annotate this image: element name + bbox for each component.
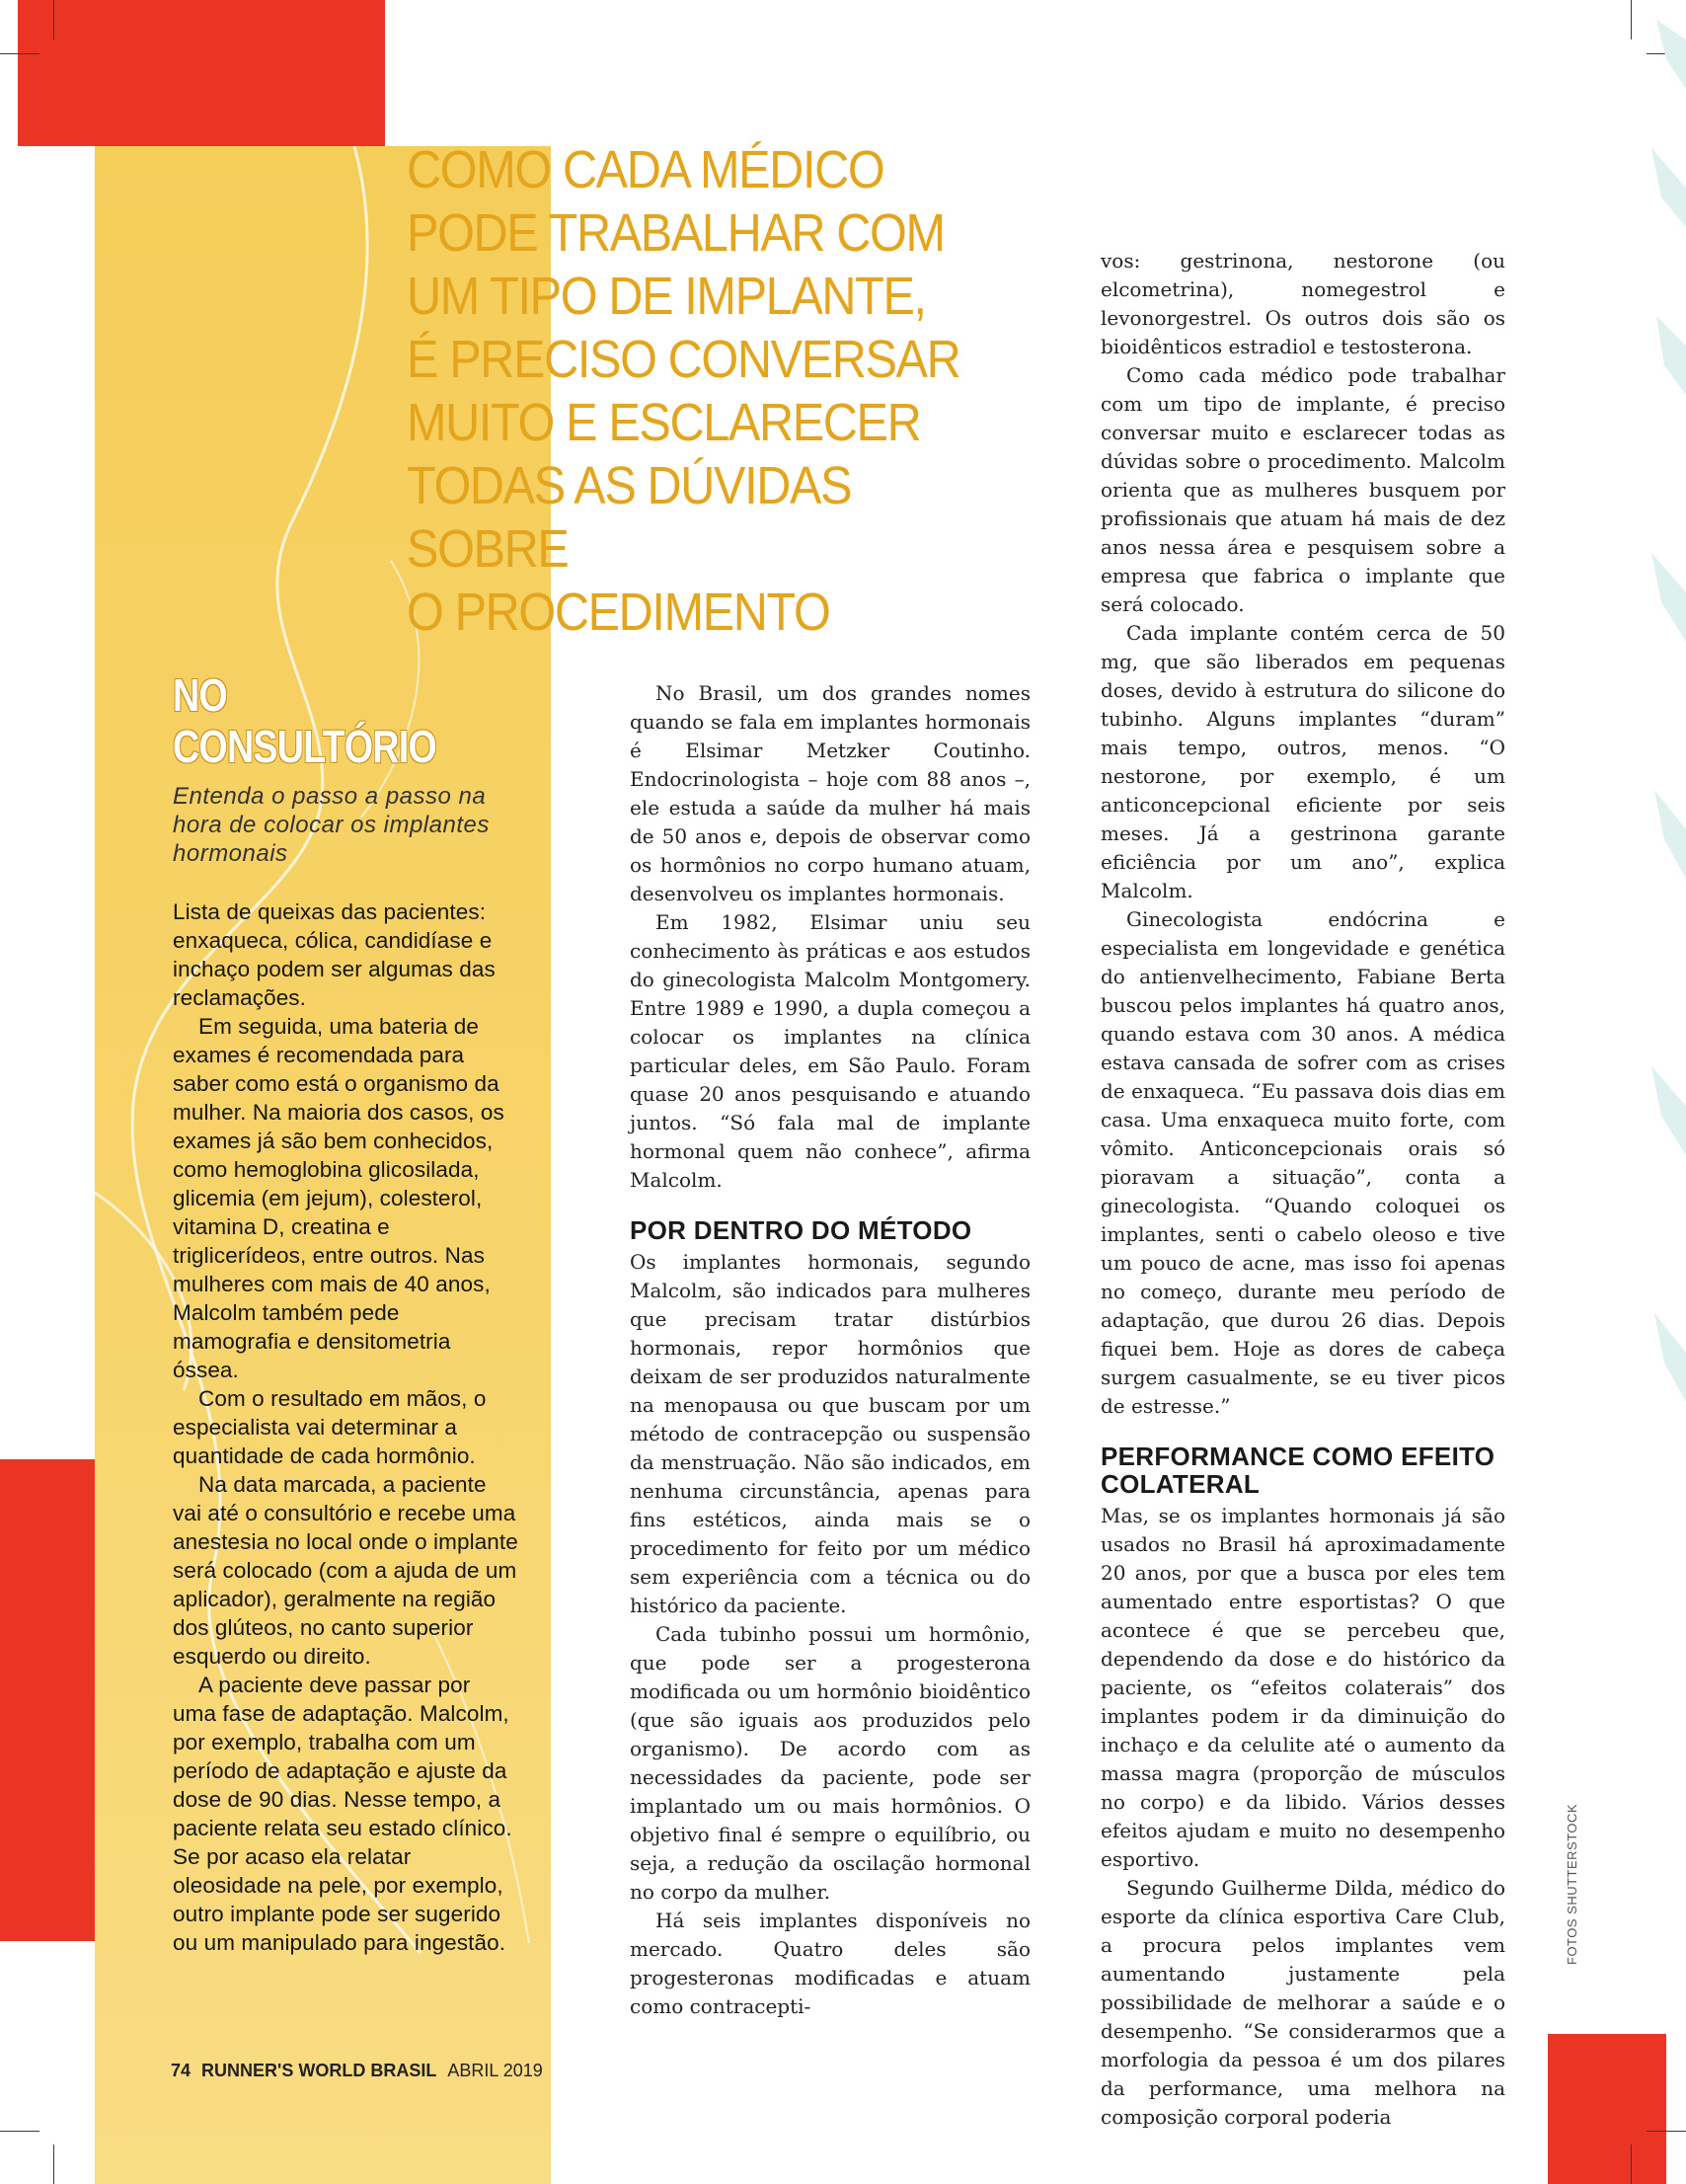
edge-decoration xyxy=(1637,0,1686,1432)
sidebar-paragraph: Em seguida, uma bateria de exames é recomendada para saber como está o organismo da mulher. Na maioria dos casos, os exames já são bem conhecidos, como hemoglobina glicosilada, glicemia (em jejum), colesterol, vitamina D, creatina e triglicerídeos, entre outros. Nas mulheres com mais de 40 anos, Malcolm também pede mamografia e densitometria óssea. xyxy=(173,1014,504,1382)
red-bottom-block xyxy=(1548,2034,1666,2184)
crop-mark xyxy=(53,0,54,39)
body-paragraph: Os implantes hormonais, segundo Malcolm, são indicados para mulheres que precisam tratar distúrbios hormonais, repor hormônios que deixam de ser produzidos naturalmente na menopausa ou que buscam por um método de contracepção ou suspensão da menstruação. Não são indicados, em nenhuma circunstância, apenas para fins estéticos, ainda mais se o procedimento for feito por um médico sem experiência com a técnica ou do histórico da paciente. xyxy=(630,1250,1031,1617)
photo-credit: FOTOS SHUTTERSTOCK xyxy=(1565,1803,1579,1965)
body-paragraph: Como cada médico pode trabalhar com um tipo de implante, é preciso conversar muito e esclarecer todas as dúvidas sobre o procedimento. Malcolm orienta que as mulheres busquem por profissionais que atuam há mais de dez anos nessa área e pesquisem sobre a empresa que fabrica o implante que será colocado. xyxy=(1101,363,1505,616)
magazine-name: RUNNER'S WORLD BRASIL xyxy=(201,2061,437,2080)
page-footer xyxy=(171,2061,543,2081)
section-subhead: POR DENTRO DO MÉTODO xyxy=(630,1215,972,1245)
sidebar-body xyxy=(173,897,518,1957)
article-column-right xyxy=(1101,247,1505,2132)
red-corner-block xyxy=(18,0,385,146)
crop-mark xyxy=(0,2131,39,2132)
sidebar-paragraph: A paciente deve passar por uma fase de adaptação. Malcolm, por exemplo, trabalha com um período de adaptação e ajuste da dose de 90 dias. Nesse tempo, a paciente relata seu estado clínico. Se por acaso ela relatar oleosidade na pele, por exemplo, outro implante pode ser sugerido ou um manipulado para ingestão. xyxy=(173,1673,512,1955)
article-column-middle xyxy=(630,679,1031,2021)
crop-mark xyxy=(1631,2145,1632,2184)
sidebar-paragraph: Lista de queixas das pacientes: enxaqueca, cólica, candidíase e inchaço podem ser algumas das reclamações. xyxy=(173,899,496,1010)
sidebar-paragraph: Com o resultado em mãos, o especialista vai determinar a quantidade de cada hormônio. xyxy=(173,1386,487,1468)
body-paragraph: Há seis implantes disponíveis no mercado. Quatro deles são progesteronas modificadas e atuam como contracepti- xyxy=(630,1909,1031,2018)
crop-mark xyxy=(1647,2131,1686,2132)
body-paragraph: Ginecologista endócrina e especialista em longevidade e genética do antienvelhecimento, Fabiane Berta buscou pelos implantes há quatro anos, quando estava com 30 anos. A médica estava cansada de sofrer com as crises de enxaqueca. “Eu passava dois dias em casa. Uma enxaqueca muito forte, com vômito. Anticoncepcionais orais só pioravam a situação”, conta a ginecologista. “Quando coloquei os implantes, senti o cabelo oleoso e tive um pouco de acne, mas isso foi apenas no começo, durante meu período de adaptação, que durou 26 dias. Depois fiquei bem. Hoje as dores de cabeça surgem casualmente, se eu tiver picos de estresse.” xyxy=(1101,907,1505,1418)
issue-date: ABRIL 2019 xyxy=(447,2061,543,2080)
body-paragraph: Em 1982, Elsimar uniu seu conhecimento às práticas e aos estudos do ginecologista Malcolm Montgomery. Entre 1989 e 1990, a dupla começou a colocar os implantes na clínica particular deles, em São Paulo. Foram quase 20 anos pesquisando e atuando juntos. “Só fala mal de implante hormonal quem não conhece”, afirma Malcolm. xyxy=(630,910,1031,1192)
body-paragraph: Mas, se os implantes hormonais já são usados no Brasil há aproximadamente 20 anos, por que a busca por eles tem aumentado entre esportistas? O que acontece é que se percebeu que, dependendo da dose e do histórico da paciente, os “efeitos colaterais” dos implantes podem ir da diminuição do inchaço e da celulite até o aumento da massa magra (proporção de músculos no corpo) e da libido. Vários desses efeitos ajudam e muito no desempenho esportivo. xyxy=(1101,1504,1505,1871)
body-paragraph: vos: gestrinona, nestorone (ou elcometrina), nomegestrol e levonorgestrel. Os outros dois são os bioidênticos estradiol e testosterona. xyxy=(1101,249,1505,358)
sidebar-subtitle: Entenda o passo a passo na hora de colocar os implantes hormonais xyxy=(173,783,490,867)
body-paragraph: No Brasil, um dos grandes nomes quando se fala em implantes hormonais é Elsimar Metzker Coutinho. Endocrinologista – hoje com 88 anos –, ele estuda a saúde da mulher há mais de 50 anos e, depois de observar como os hormônios no corpo humano atuam, desenvolveu os implantes hormonais. xyxy=(630,681,1031,905)
crop-mark xyxy=(0,53,39,54)
crop-mark xyxy=(1631,0,1632,39)
sidebar-paragraph: Na data marcada, a paciente vai até o consultório e recebe uma anestesia no local onde o implante será colocado (com a ajuda de um aplicador), geralmente na região dos glúteos, no canto superior esquerdo ou direito. xyxy=(173,1472,518,1669)
body-paragraph: Segundo Guilherme Dilda, médico do esporte da clínica esportiva Care Club, a procura pelos implantes vem aumentando justamente pela possibilidade de melhorar a saúde e o desempenho. “Se considerarmos que a morfologia da pessoa é um dos pilares da performance, uma melhora na composição corporal poderia xyxy=(1101,1876,1505,2129)
sidebar-box xyxy=(173,669,518,1957)
red-side-block xyxy=(0,1459,95,1941)
page-number: 74 xyxy=(171,2061,192,2080)
body-paragraph: Cada tubinho possui um hormônio, que pode ser a progesterona modificada ou um hormônio bioidêntico (que são iguais aos produzidos pelo organismo). De acordo com as necessidades da paciente, pode ser implantado um ou mais hormônios. O objetivo final é sempre o equilíbrio, ou seja, a redução da oscilação hormonal no corpo da mulher. xyxy=(630,1622,1031,1904)
pull-quote: COMO CADA MÉDICO PODE TRABALHAR COM UM TIPO DE IMPLANTE, É PRECISO CONVERSAR MUITO E ESCLARECER TODAS AS DÚVIDAS SOBRE O PROCEDIMENTO xyxy=(407,140,960,642)
crop-mark xyxy=(53,2145,54,2184)
sidebar-title: NO CONSULTÓRIO xyxy=(173,669,436,772)
body-paragraph: Cada implante contém cerca de 50 mg, que são liberados em pequenas doses, devido à estrutura do silicone do tubinho. Alguns implantes “duram” mais tempo, outros, menos. “O nestorone, por exemplo, é um anticoncepcional eficiente por seis meses. Já a gestrinona garante eficiência por um ano”, explica Malcolm. xyxy=(1101,621,1505,902)
section-subhead: PERFORMANCE COMO EFEITO COLATERAL xyxy=(1101,1442,1495,1499)
